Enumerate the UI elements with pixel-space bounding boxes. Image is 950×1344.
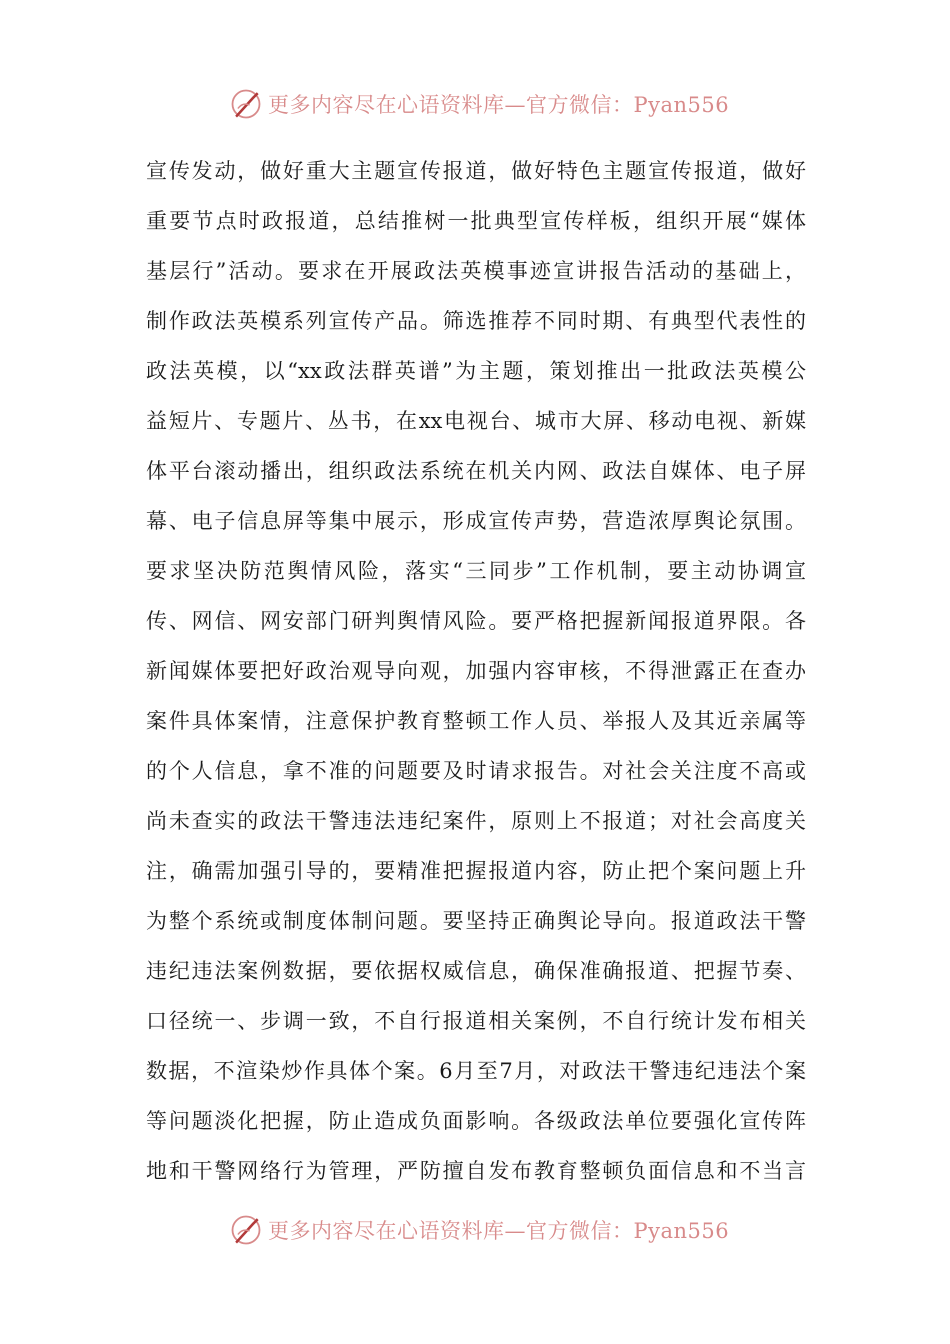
text-line: 注，确需加强引导的，要精准把握报道内容，防止把个案问题上升 <box>146 859 806 883</box>
document-body <box>146 146 806 1196</box>
text-line: 益短片、专题片、丛书，在xx电视台、城市大屏、移动电视、新媒 <box>146 409 806 433</box>
text-line: 重要节点时政报道，总结推树一批典型宣传样板，组织开展“媒体 <box>146 209 806 233</box>
text-line: 等问题淡化把握，防止造成负面影响。各级政法单位要强化宣传阵 <box>146 1109 806 1133</box>
text-line: 要求坚决防范舆情风险，落实“三同步”工作机制，要主动协调宣 <box>146 559 806 583</box>
text-line: 制作政法英模系列宣传产品。筛选推荐不同时期、有典型代表性的 <box>146 309 806 333</box>
text-line: 违纪违法案例数据，要依据权威信息，确保准确报道、把握节奏、 <box>146 959 806 983</box>
watermark-text: 更多内容尽在心语资料库—官方微信：Pyan556 <box>268 1219 730 1243</box>
text-line: 幕、电子信息屏等集中展示，形成宣传声势，营造浓厚舆论氛围。 <box>146 509 806 533</box>
pen-nib-logo-icon <box>228 1212 264 1248</box>
text-line: 尚未查实的政法干警违法违纪案件，原则上不报道；对社会高度关 <box>146 809 806 833</box>
watermark-text: 更多内容尽在心语资料库—官方微信：Pyan556 <box>268 93 730 117</box>
text-line: 新闻媒体要把好政治观导向观，加强内容审核，不得泄露正在查办 <box>146 659 806 683</box>
text-line: 基层行”活动。要求在开展政法英模事迹宣讲报告活动的基础上， <box>146 259 806 283</box>
text-line: 口径统一、步调一致，不自行报道相关案例，不自行统计发布相关 <box>146 1009 806 1033</box>
header-watermark <box>228 84 729 124</box>
text-line: 数据，不渲染炒作具体个案。6月至7月，对政法干警违纪违法个案 <box>146 1059 806 1083</box>
text-line: 的个人信息，拿不准的问题要及时请求报告。对社会关注度不高或 <box>146 759 806 783</box>
text-line: 宣传发动，做好重大主题宣传报道，做好特色主题宣传报道，做好 <box>146 159 806 183</box>
pen-nib-logo-icon <box>228 86 264 122</box>
text-line: 政法英模，以“xx政法群英谱”为主题，策划推出一批政法英模公 <box>146 359 806 383</box>
text-line: 为整个系统或制度体制问题。要坚持正确舆论导向。报道政法干警 <box>146 909 806 933</box>
text-line: 传、网信、网安部门研判舆情风险。要严格把握新闻报道界限。各 <box>146 609 806 633</box>
text-line: 案件具体案情，注意保护教育整顿工作人员、举报人及其近亲属等 <box>146 709 806 733</box>
text-line: 体平台滚动播出，组织政法系统在机关内网、政法自媒体、电子屏 <box>146 459 806 483</box>
footer-watermark <box>228 1210 729 1250</box>
text-line: 地和干警网络行为管理，严防擅自发布教育整顿负面信息和不当言 <box>146 1159 806 1183</box>
